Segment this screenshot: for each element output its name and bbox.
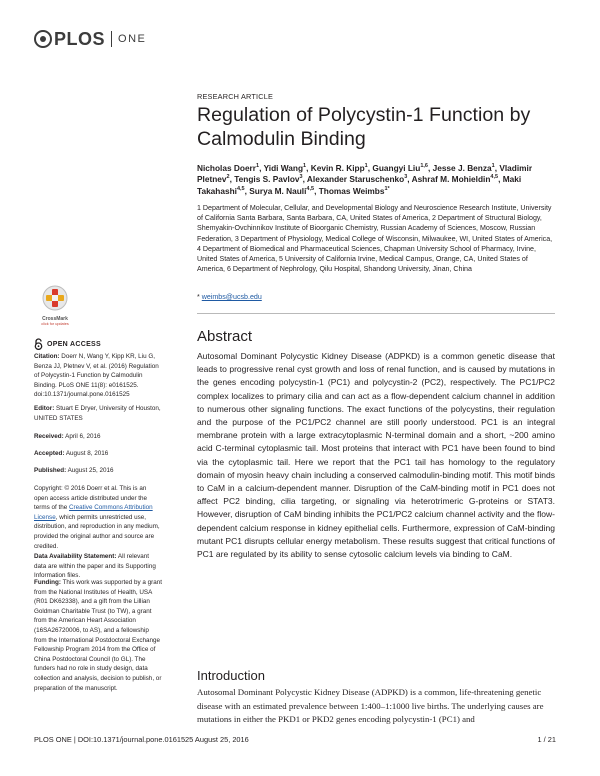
author-name: Alexander Staruschenko: [306, 174, 405, 185]
introduction-body: Autosomal Dominant Polycystic Kidney Disease (ADPKD) is a common, life-threatening genetic disease with an estimated prevalence between 1:400–1:1000 live births. The underlying causes are mutations in either the PKD1 or PKD2 genes encoding polycystin-1 (PC1) and: [197, 687, 544, 724]
author-affiliation: 4,5: [490, 174, 499, 181]
author: [264, 163, 307, 173]
author: [311, 163, 368, 173]
author-name: Vladimir Pletnev: [197, 163, 533, 185]
accepted-block: [34, 449, 162, 459]
author: [197, 163, 259, 173]
funding-block: [34, 578, 162, 693]
editor-text: Stuart E Dryer, University of Houston, UNITED STATES: [34, 405, 161, 422]
license-link[interactable]: Creative Commons Attribution License: [34, 504, 153, 521]
author: [249, 186, 314, 196]
author-affiliation: 3: [299, 174, 303, 181]
email-link[interactable]: weimbs@ucsb.edu: [201, 293, 262, 301]
article-type: RESEARCH ARTICLE: [197, 92, 274, 101]
author-name: Guangyi Liu: [372, 163, 421, 173]
data-availability-label: Data Availability Statement:: [34, 553, 117, 560]
author: [412, 174, 498, 184]
data-availability-block: [34, 552, 162, 581]
author: [319, 186, 390, 196]
editor-label: Editor:: [34, 405, 55, 412]
citation-label: Citation:: [34, 353, 60, 360]
author-name: Kevin R. Kipp: [310, 163, 365, 173]
copyright-text-rest: , which permits unrestricted use, distribution, and reproduction in any medium, provided the original author and source are credited.: [34, 513, 160, 550]
logo-brand: PLOS: [54, 28, 106, 49]
funding-text: This work was supported by a grant from the National Institutes of Health, USA (R01 DK62338), and a gift from the Lillian Goldman Charitable Trust (to TW), a grant from the American Heart Association (16SA26720006, to AS), and a fellowship from the International Postdoctoral Exchange Fellowship Program 2014 from the Office of China Postdoctoral Council (to GL). The funders had no role in study design, data collection and analysis, decision to publish, or preparation of the manuscript.: [34, 579, 162, 692]
copyright-block: [34, 484, 162, 551]
footer-citation: PLOS ONE | DOI:10.1371/journal.pone.0161525 August 25, 2016: [34, 735, 249, 744]
received-label: Received:: [34, 433, 64, 440]
author-name: Maki Takahashi: [197, 174, 522, 196]
plos-one-logo: [34, 28, 146, 50]
author-affiliation: 4,5: [236, 186, 245, 193]
author: [307, 174, 407, 184]
author-name: Jesse J. Benza: [432, 163, 492, 173]
open-access-badge: [34, 338, 101, 350]
author-name: Tengis S. Pavlov: [234, 174, 300, 185]
author-affiliation: 1: [303, 163, 307, 170]
corresponding-email: [197, 293, 555, 301]
section-divider: [197, 313, 555, 314]
author-name: Nicholas Doerr: [197, 163, 257, 173]
accepted-date: August 8, 2016: [65, 450, 109, 457]
crossmark-sub: click for updates: [41, 322, 69, 326]
author-affiliation: 1: [256, 163, 260, 170]
crossmark-badge[interactable]: [36, 285, 74, 326]
published-date: August 25, 2016: [67, 467, 114, 474]
received-date: April 6, 2016: [65, 433, 101, 440]
author-affiliation: 4,5: [306, 186, 315, 193]
crossmark-label: CrossMark: [42, 316, 68, 322]
open-access-label: OPEN ACCESS: [47, 340, 101, 348]
email-marker: *: [197, 293, 200, 301]
author: [234, 174, 302, 184]
funding-label: Funding:: [34, 579, 61, 586]
page-number: 1 / 21: [537, 735, 556, 744]
author-name: Ashraf M. Mohieldin: [411, 174, 491, 185]
introduction-heading: Introduction: [197, 668, 265, 683]
article-title: Regulation of Polycystin-1 Function by Calmodulin Binding: [197, 104, 531, 150]
received-block: [34, 432, 162, 442]
published-label: Published:: [34, 467, 67, 474]
author-affiliation: 3: [404, 174, 408, 181]
abstract-body: Autosomal Dominant Polycystic Kidney Disease (ADPKD) is a common genetic disease that leads to progressive renal cyst growth and loss of renal function, and is caused by mutations in the genes encoding polycystin-1 (PC1) and polycystin-2 (PC2), respectively. The PC1/PC2 complex localizes to primary cilia and can act as a flow-dependent calcium channel in addition to numerous other signaling functions. The exact functions of the polycystins, their regulation and the purpose of the PC1/PC2 channel are still poorly understood. PC1 is an integral membrane protein with a large extracytoplasmic N-terminal domain and a short, ~200 amino acid C-terminal cytoplasmic tail. Most proteins that interact with PC1 have been found to bind via the cytoplasmic tail. Here we report that the PC1 tail has homology to the regulatory domain of myosin heavy chain including a conserved calmodulin-binding motif. This motif binds to CaM in a calcium-dependent manner. Disruption of the CaM-binding motif in PC1 does not affect PC2 binding, cilia targeting, or signaling via heterotrimeric G-proteins or STAT3. However, disruption of CaM binding inhibits the PC1/PC2 calcium channel activity and the flow-dependent calcium response in kidney epithelial cells. Furthermore, expression of CaM-binding mutant PC1 disrupts cellular energy metabolism. These results suggest that critical functions of PC1 are regulated by its ability to sense cytosolic calcium levels via binding to CaM.: [197, 351, 555, 560]
plos-logo-icon: [34, 30, 52, 48]
copyright-text: Copyright: © 2016 Doerr et al. This is an open access article distributed under the terms of the: [34, 485, 148, 512]
logo-divider: [111, 31, 112, 47]
author-affiliation: 1,6: [420, 163, 428, 170]
citation-block: [34, 352, 162, 400]
accepted-label: Accepted:: [34, 450, 65, 457]
author: [433, 163, 495, 173]
data-availability-text: All relevant data are within the paper and its Supporting Information files.: [34, 553, 156, 580]
author-affiliation: 1: [364, 163, 368, 170]
logo-journal: ONE: [118, 33, 147, 45]
author-affiliation: 1*: [384, 186, 390, 193]
editor-block: [34, 404, 162, 423]
author-name: Surya M. Nauli: [249, 185, 307, 196]
abstract-heading: Abstract: [197, 328, 253, 345]
author-list: Nicholas Doerr$^1$, Yidi Wang$^1$, Kevin R. Kipp$^1$, Guangyi Liu$^{1,6}$, Jesse J. Benza$^1$, Vladimir Pletnev$^2$, Tengis S. Pavlov$^3$, Alexander Staruschenko$^3$, Ashraf M. Mohieldin$^{4,5}$, Maki Takahashi$^{4,5}$, Surya M. Nauli$^{4,5}$, Thomas Weimbs$^{1*}$: [197, 163, 533, 196]
author-name: Thomas Weimbs: [318, 185, 385, 196]
author-affiliation: 2: [226, 174, 230, 181]
author-name: Yidi Wang: [263, 163, 304, 173]
published-block: [34, 466, 162, 476]
citation-text: Doerr N, Wang Y, Kipp KR, Liu G, Benza JJ, Pletnev V, et al. (2016) Regulation of Polycystin-1 Function by Calmodulin Binding. PLoS ONE 11(8): e0161525. doi:10.1371/journal.pone.0161525: [34, 353, 159, 399]
affiliations: 1 Department of Molecular, Cellular, and Developmental Biology and Neuroscience Research Institute, University of California Santa Barbara, Santa Barbara, CA, United States of America, 2 Department of Structural Biology, Shemyakin-Ovchinnikov Institute of Bioorganic Chemistry, Russian Academy of Sciences, Moscow, Russian Federation, 3 Department of Physiology, Medical College of Wisconsin, Milwaukee, WI, United States of America, 4 Department of Biomedical and Pharmaceutical Sciences, Chapman University School of Pharmacy, Irvine, United States of America, 5 University of California Irvine, Medical Campus, Orange, CA, United States of America, 6 Department of Nephrology, Qilu Hospital, Shandong University, Jinan, China: [197, 204, 553, 274]
open-lock-icon: [34, 338, 43, 350]
author-affiliation: 1: [491, 163, 495, 170]
crossmark-icon: [42, 285, 68, 311]
author: [372, 163, 428, 173]
